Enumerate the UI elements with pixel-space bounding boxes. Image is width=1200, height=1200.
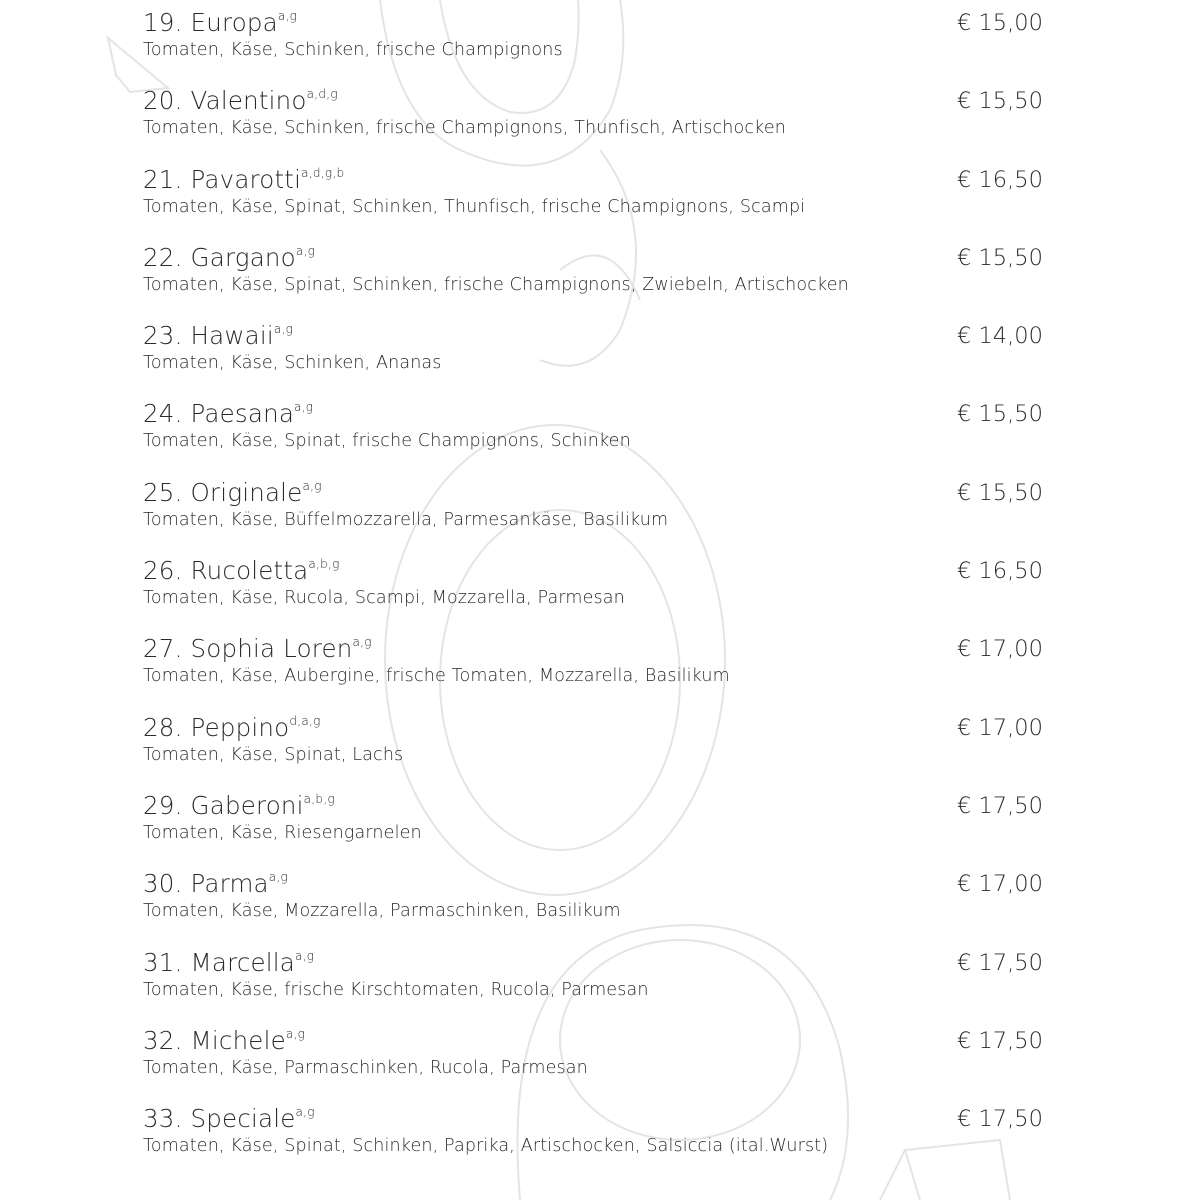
menu-item-title: 28. Peppino [143,712,290,742]
menu-item [143,321,1043,399]
menu-item [143,869,1043,947]
menu-item-name [143,634,372,668]
menu-item-price: € 16,50 [957,558,1043,585]
allergen-codes: a,g [352,635,372,650]
menu-item [143,86,1043,164]
menu-item-title: 25. Originale [143,477,303,507]
allergen-codes: a,g [302,478,322,493]
menu-item-price: € 15,50 [957,244,1043,271]
menu-item-name [143,713,321,747]
menu-item-title: 26. Rucoletta [143,556,309,586]
allergen-codes: a,g [285,1026,306,1041]
menu-item-name [143,243,315,277]
menu-item-description: Tomaten, Käse, Schinken, frische Champignons [143,40,563,60]
menu-item-price: € 15,00 [957,10,1043,36]
menu-item-description: Tomaten, Käse, Spinat, Schinken, frische Champignons, Zwiebeln, Artischocken [143,274,849,295]
allergen-codes: a,g [268,870,289,885]
menu-item-title: 33. Speciale [143,1104,296,1134]
allergen-codes: a,g [295,1105,315,1120]
menu-item-price: € 15,50 [957,401,1043,428]
menu-item-title: 30. Parma [143,869,269,899]
menu-item-price: € 17,50 [957,1027,1043,1054]
menu-item-price: € 17,00 [957,714,1043,741]
allergen-codes: a,g [295,243,316,258]
menu-item-description: Tomaten, Käse, Spinat, Schinken, Paprika, Artischocken, Salsiccia (ital.Wurst) [143,1136,829,1157]
menu-item-name [143,321,293,355]
menu-item-description: Tomaten, Käse, Riesengarnelen [143,822,422,843]
menu-item-description: Tomaten, Käse, Rucola, Scampi, Mozzarella, Parmesan [143,588,625,609]
menu-item [143,243,1043,321]
allergen-codes: a,g [273,322,294,337]
menu-item-title: 32. Michele [143,1025,286,1055]
menu-item-name [143,948,314,982]
menu-item-price: € 14,00 [957,323,1043,350]
menu-item-price: € 15,50 [957,479,1043,506]
menu-item-title: 24. Paesana [143,399,295,429]
menu-item-description: Tomaten, Käse, Spinat, Lachs [143,744,404,765]
menu-item [143,1026,1043,1104]
menu-item-name [143,399,313,433]
menu-item [143,556,1043,634]
menu-item-title: 20. Valentino [143,86,307,116]
menu-item-description: Tomaten, Käse, Mozzarella, Parmaschinken, Basilikum [143,901,621,922]
menu-item-title: 29. Gaberoni [143,790,304,820]
menu-item-title: 23. Hawaii [143,321,274,351]
menu-item-description: Tomaten, Käse, Aubergine, frische Tomaten, Mozzarella, Basilikum [143,666,730,687]
menu-item-name [143,791,335,825]
allergen-codes: a,d,g,b [301,165,345,180]
menu-item-name [143,8,297,42]
menu-item [143,1104,1043,1182]
menu-item-name [143,1026,305,1060]
menu-item-price: € 15,50 [957,88,1043,115]
menu-item-description: Tomaten, Käse, frische Kirschtomaten, Rucola, Parmesan [143,979,649,1000]
menu-item-description: Tomaten, Käse, Büffelmozzarella, Parmesankäse, Basilikum [143,509,669,530]
menu-item [143,713,1043,791]
allergen-codes: a,b,g [303,791,335,806]
allergen-codes: a,d,g [306,87,338,102]
allergen-codes: d,a,g [289,713,321,728]
menu-item [143,791,1043,869]
menu-item-name [143,869,288,903]
menu-item-description: Tomaten, Käse, Spinat, Schinken, Thunfisch, frische Champignons, Scampi [143,196,806,217]
menu-item-name [143,1104,315,1138]
menu-item-name [143,86,338,120]
allergen-codes: a,g [277,9,298,23]
menu-item-title: 21. Pavarotti [143,164,302,194]
menu-item-price: € 16,50 [957,166,1043,193]
menu-item-description: Tomaten, Käse, Spinat, frische Champignons, Schinken [143,431,631,452]
pizza-menu-list [143,8,1043,1182]
allergen-codes: a,g [295,948,315,963]
menu-item-name [143,556,340,590]
menu-item [143,634,1043,712]
menu-item-name [143,478,322,512]
menu-item-title: 31. Marcella [143,947,296,977]
allergen-codes: a,g [294,400,314,415]
menu-item-description: Tomaten, Käse, Schinken, Ananas [143,353,442,374]
menu-item [143,478,1043,556]
menu-item-description: Tomaten, Käse, Parmaschinken, Rucola, Parmesan [143,1057,588,1078]
menu-item-price: € 17,50 [957,792,1043,819]
allergen-codes: a,b,g [308,557,340,572]
menu-item [143,8,1043,86]
menu-item-title: 22. Gargano [143,242,296,272]
menu-item [143,165,1043,243]
menu-item-price: € 17,50 [957,1106,1043,1133]
menu-item-price: € 17,50 [957,949,1043,976]
menu-item-name [143,165,344,199]
menu-item-description: Tomaten, Käse, Schinken, frische Champignons, Thunfisch, Artischocken [143,118,786,139]
menu-item-price: € 17,00 [957,636,1043,663]
menu-item-title: 19. Europa [143,8,278,37]
menu-item-title: 27. Sophia Loren [143,634,353,664]
menu-item [143,399,1043,477]
menu-item-price: € 17,00 [957,871,1043,898]
menu-item [143,948,1043,1026]
